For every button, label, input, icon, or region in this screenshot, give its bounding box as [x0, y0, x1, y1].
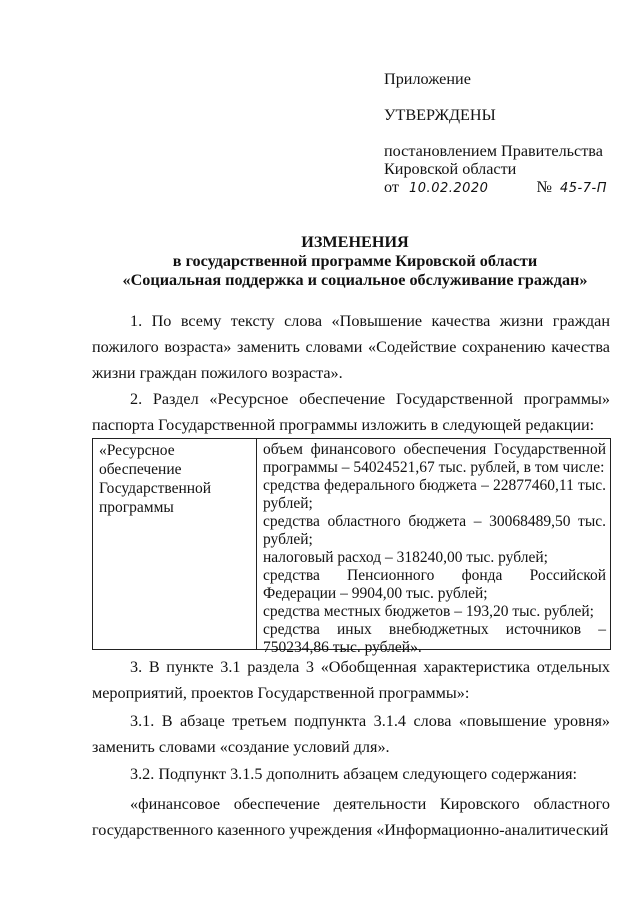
table-line: средства иных внебюджетных источников – 750234,86 тыс. рублей». [263, 621, 606, 656]
paragraph-2: 2. Раздел «Ресурсное обеспечение Государственной программы» паспорта Государственной программы изложить в следующей редакции: [92, 390, 610, 434]
handwritten-date: 10.02.2020 [409, 181, 489, 196]
table-divider [256, 439, 257, 649]
decree-line-1: постановлением Правительства [384, 142, 603, 160]
table-line: средства местных бюджетов – 193,20 тыс. рублей; [263, 603, 594, 620]
from-label: от [384, 178, 399, 196]
doc-subtitle-2: «Социальная поддержка и социальное обслуживание граждан» [122, 271, 588, 289]
table-line: средства федерального бюджета – 22877460,11 тыс. рублей; [263, 477, 606, 512]
paragraph-3-1: 3.1. В абзаце третьем подпункта 3.1.4 слова «повышение уровня» заменить словами «создание условий для». [92, 712, 610, 756]
table-line: средства Пенсионного фонда Российской Федерации – 9904,00 тыс. рублей; [263, 567, 606, 602]
decree-line-2: Кировской области [384, 160, 517, 178]
appendix-label: Приложение [384, 70, 471, 88]
resource-table [92, 438, 611, 656]
doc-title: ИЗМЕНЕНИЯ [301, 233, 409, 251]
paragraph-3-2: 3.2. Подпункт 3.1.5 дополнить абзацем следующего содержания: [130, 765, 578, 783]
handwritten-number: 45-7-П [560, 181, 607, 196]
doc-subtitle-1: в государственной программе Кировской области [172, 252, 538, 270]
paragraph-1: 1. По всему тексту слова «Повышение качества жизни граждан пожилого возраста» заменить словами «Содействие сохранению качества жизни граждан пожилого возраста». [92, 312, 610, 382]
table-line: средства областного бюджета – 30068489,50 тыс. рублей; [263, 513, 606, 548]
paragraph-3-3: «финансовое обеспечение деятельности Кировского областного государственного казенного учреждения «Информационно-аналитический [92, 795, 610, 839]
table-cell-right [263, 441, 606, 657]
table-line: налоговый расход – 318240,00 тыс. рублей; [263, 549, 548, 566]
table-line: объем финансового обеспечения Государственной программы – 54024521,67 тыс. рублей, в том числе: [263, 441, 606, 476]
approved-label: УТВЕРЖДЕНЫ [384, 106, 496, 124]
date-number-line [384, 178, 607, 197]
number-label: № [536, 178, 552, 196]
table-cell-left: «Ресурсное обеспечение Государственной программы [99, 442, 212, 516]
paragraph-3: 3. В пункте 3.1 раздела 3 «Обобщенная характеристика отдельных мероприятий, проектов Государственной программы»: [92, 658, 610, 702]
